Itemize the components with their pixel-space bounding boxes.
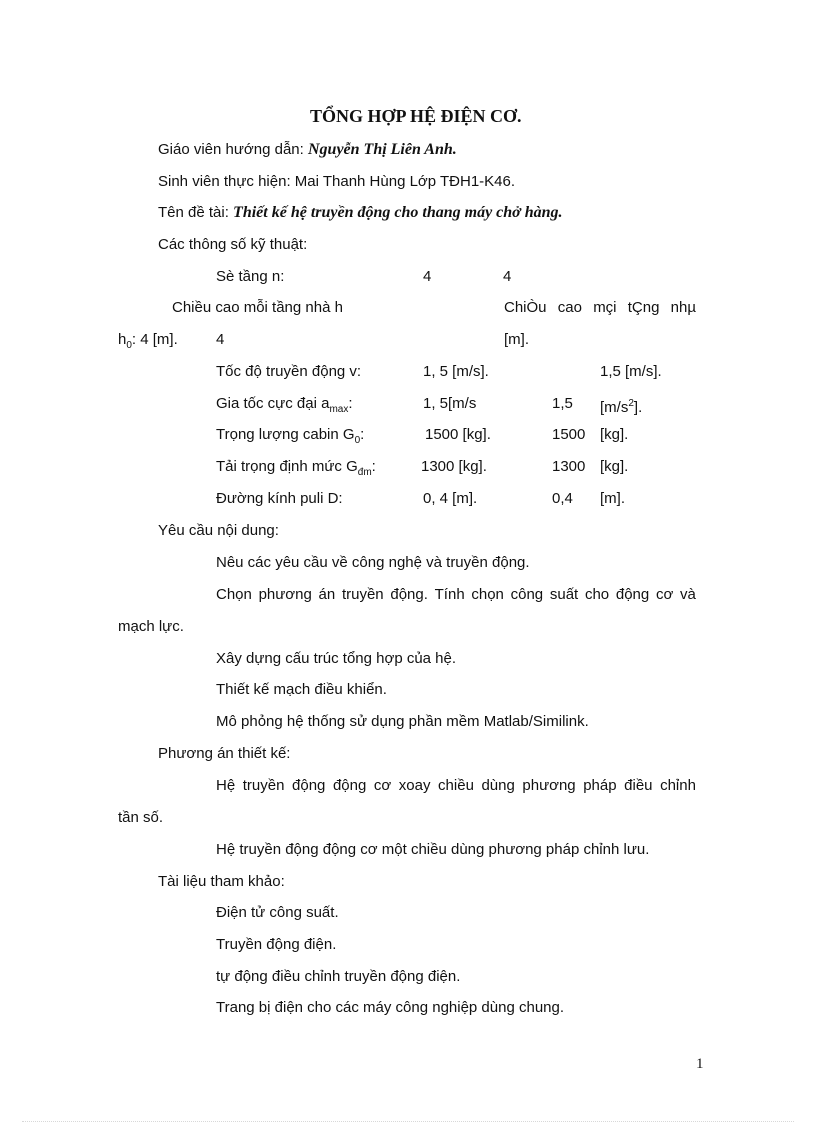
design-item: Hệ truyền động động cơ một chiều dùng phương pháp chỉnh lưu. xyxy=(216,841,650,858)
topic-name: Thiết kế hệ truyền động cho thang máy chở hàng. xyxy=(233,204,563,221)
student-line: Sinh viên thực hiện: Mai Thanh Hùng Lớp TĐH1-K46. xyxy=(158,173,516,190)
design-item: Hệ truyền động động cơ xoay chiều dùng phương pháp điều chỉnh xyxy=(216,777,696,794)
spec-load-value-alt: 1300 xyxy=(552,458,586,475)
requirement-item: Xây dựng cấu trúc tổng hợp của hệ. xyxy=(216,650,457,667)
spec-speed-value: 1, 5 [m/s]. xyxy=(423,363,489,380)
spec-speed-label: Tốc độ truyền động v: xyxy=(216,363,362,380)
word: tÇng xyxy=(627,299,660,316)
requirement-item: Mô phỏng hệ thống sử dụng phần mềm Matlab/Similink. xyxy=(216,713,589,730)
spec-pulley-label: Đường kính puli D: xyxy=(216,490,343,507)
spec-height-right xyxy=(504,298,696,318)
spec-floors-value: 4 xyxy=(423,268,432,285)
spec-speed-value-alt: 1,5 [m/s]. xyxy=(600,363,662,380)
word: mçi xyxy=(593,299,617,316)
reference-item: tự động điều chỉnh truyền động điện. xyxy=(216,968,461,985)
advisor-name: Nguyễn Thị Liên Anh. xyxy=(307,141,457,158)
spec-height-unit: [m]. xyxy=(504,331,529,348)
spec-pulley-value-alt: 0,4 xyxy=(552,490,573,507)
topic-line xyxy=(158,203,563,223)
word: cao xyxy=(557,299,582,316)
word: ChiÒu xyxy=(504,299,547,316)
spec-accel-value: 1, 5[m/s xyxy=(423,395,477,412)
requirement-item-continuation: mạch lực. xyxy=(118,618,184,635)
references-heading: Tài liệu tham khảo: xyxy=(158,873,285,890)
page-bottom-divider xyxy=(22,1121,794,1122)
spec-pulley-value: 0, 4 [m]. xyxy=(423,490,478,507)
spec-cabin-unit: [kg]. xyxy=(600,426,629,443)
requirements-heading: Yêu cầu nội dung: xyxy=(158,522,279,539)
spec-height-h0: $h_0$: 4 [m]. xyxy=(118,331,178,351)
spec-height-value: 4 xyxy=(216,331,225,348)
advisor-label: Giáo viên hướng dẫn: xyxy=(158,141,308,158)
spec-accel-unit: $[m/s^2]$. xyxy=(600,398,643,416)
page-number: 1 xyxy=(696,1056,704,1072)
spec-height-label: Chiều cao mỗi tầng nhà h xyxy=(172,299,343,316)
spec-cabin-value: 1500 [kg]. xyxy=(425,426,491,443)
spec-floors-value-alt: 4 xyxy=(503,268,512,285)
specs-heading: Các thông số kỹ thuật: xyxy=(158,236,308,253)
advisor-line xyxy=(158,140,457,160)
requirement-item: Nêu các yêu cầu về công nghệ và truyền động. xyxy=(216,554,530,571)
reference-item: Truyền động điện. xyxy=(216,936,337,953)
spec-pulley-unit: [m]. xyxy=(600,490,625,507)
requirement-item: Thiết kế mạch điều khiển. xyxy=(216,681,387,698)
spec-load-unit: [kg]. xyxy=(600,458,629,475)
reference-item: Điện tử công suất. xyxy=(216,904,339,921)
spec-floors-label: Sè tầng n: xyxy=(216,268,285,285)
document-title: TỔNG HỢP HỆ ĐIỆN CƠ. xyxy=(310,106,522,126)
spec-load-label: Tải trọng định mức $G_{đm}$: xyxy=(216,458,376,478)
design-item-continuation: tần số. xyxy=(118,809,164,826)
spec-load-value: 1300 [kg]. xyxy=(421,458,487,475)
topic-label: Tên đề tài: xyxy=(158,204,234,221)
reference-item: Trang bị điện cho các máy công nghiệp dùng chung. xyxy=(216,999,565,1016)
requirement-item: Chọn phương án truyền động. Tính chọn công suất cho động cơ và xyxy=(216,586,696,603)
spec-accel-value-alt: 1,5 xyxy=(552,395,573,412)
spec-cabin-label: Trọng lượng cabin $G_0$: xyxy=(216,426,365,446)
spec-accel-label: Gia tốc cực đại $a_{max}$: xyxy=(216,395,353,415)
spec-cabin-value-alt: 1500 xyxy=(552,426,586,443)
design-heading: Phương án thiết kế: xyxy=(158,745,291,762)
word: nhµ xyxy=(670,299,696,316)
